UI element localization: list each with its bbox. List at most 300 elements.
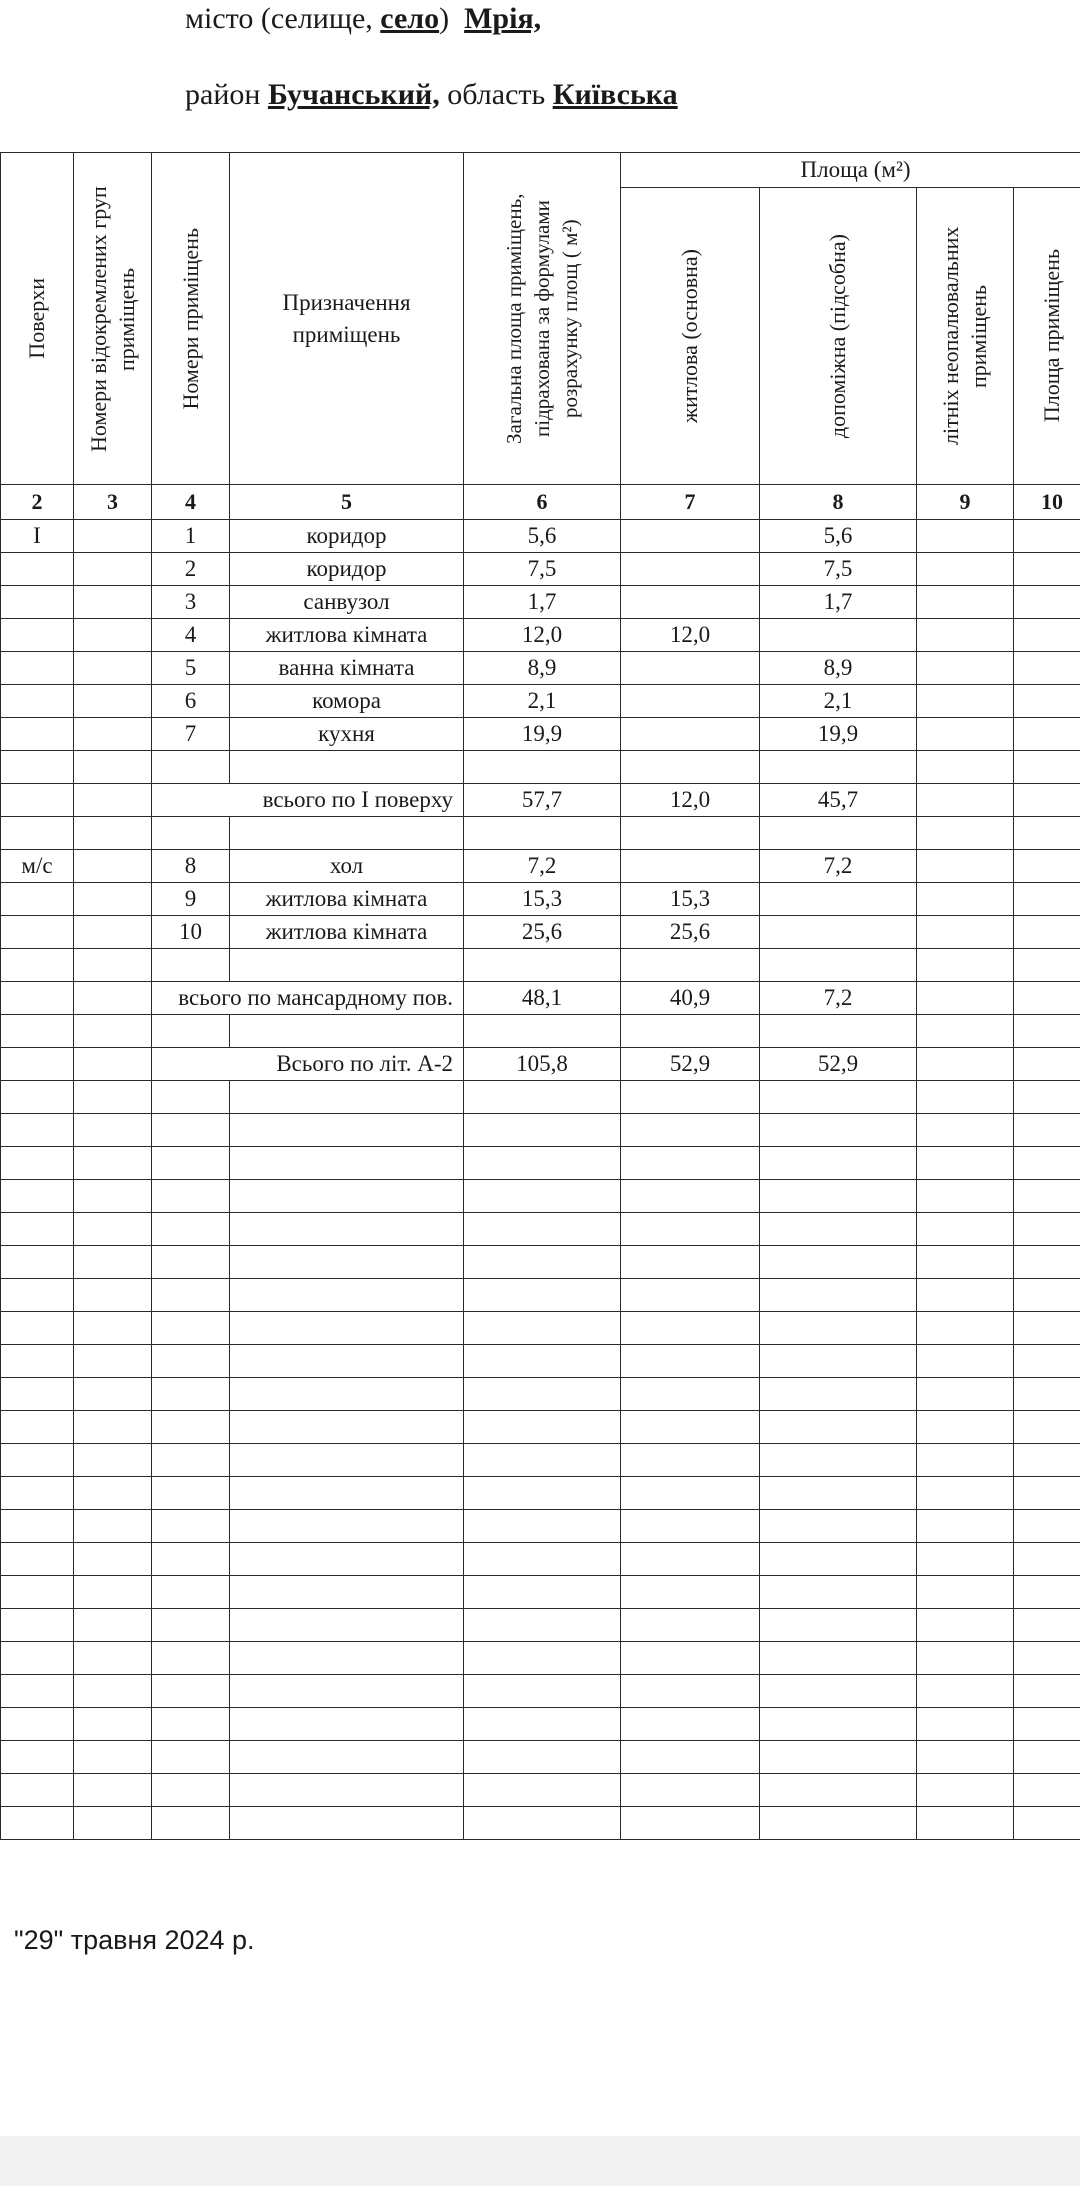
locality-close: ) <box>439 2 450 35</box>
empty-cell <box>74 1147 152 1180</box>
empty-cell <box>152 1246 230 1279</box>
empty-cell <box>152 1147 230 1180</box>
empty-cell <box>230 1246 464 1279</box>
empty-cell <box>230 1147 464 1180</box>
empty-cell <box>621 1378 760 1411</box>
empty-cell <box>152 1378 230 1411</box>
room-number-cell: 6 <box>152 685 230 718</box>
empty-cell <box>917 949 1014 982</box>
summer-area-cell <box>917 586 1014 619</box>
empty-cell <box>917 1642 1014 1675</box>
empty-row <box>1 1147 1080 1180</box>
aux-area-cell: 8,9 <box>760 652 917 685</box>
document-date: "29" травня 2024 р. <box>14 1925 255 1955</box>
floor-cell <box>1 1048 74 1081</box>
empty-cell <box>1014 1015 1080 1048</box>
group-cell <box>74 520 152 553</box>
premises-area-cell <box>1014 553 1080 586</box>
empty-cell <box>1014 1642 1080 1675</box>
group-cell <box>74 685 152 718</box>
empty-cell <box>464 1576 621 1609</box>
empty-cell <box>917 1477 1014 1510</box>
aux-area-cell: 45,7 <box>760 784 917 817</box>
total-area-cell: 5,6 <box>464 520 621 553</box>
purpose-cell: ванна кімната <box>230 652 464 685</box>
empty-cell <box>1014 1675 1080 1708</box>
empty-row <box>1 1708 1080 1741</box>
empty-cell <box>760 1609 917 1642</box>
empty-cell <box>760 1312 917 1345</box>
col-purpose-header: Призначення приміщень <box>230 153 464 485</box>
empty-cell <box>917 1147 1014 1180</box>
district-prefix: район <box>185 78 261 111</box>
total-area-cell: 1,7 <box>464 586 621 619</box>
total-area-cell: 12,0 <box>464 619 621 652</box>
empty-cell <box>1 1213 74 1246</box>
living-area-cell <box>621 850 760 883</box>
empty-cell <box>152 949 230 982</box>
empty-cell <box>760 1642 917 1675</box>
empty-cell <box>74 1675 152 1708</box>
empty-cell <box>464 1312 621 1345</box>
empty-cell <box>464 817 621 850</box>
room-number-cell: 4 <box>152 619 230 652</box>
col-num: 3 <box>74 485 152 520</box>
empty-cell <box>464 1444 621 1477</box>
empty-cell <box>1 1609 74 1642</box>
empty-cell <box>760 1114 917 1147</box>
empty-cell <box>152 1543 230 1576</box>
col-room-numbers-header: Номери приміщень <box>152 153 230 485</box>
summer-area-cell <box>917 883 1014 916</box>
aux-area-cell: 7,2 <box>760 850 917 883</box>
empty-cell <box>917 1378 1014 1411</box>
col-floors-header: Поверхи <box>1 153 74 485</box>
empty-cell <box>917 1312 1014 1345</box>
purpose-cell: житлова кімната <box>230 619 464 652</box>
premises-area-cell <box>1014 685 1080 718</box>
empty-cell <box>464 1708 621 1741</box>
empty-cell <box>760 1081 917 1114</box>
empty-cell <box>152 1642 230 1675</box>
premises-area-cell <box>1014 586 1080 619</box>
empty-cell <box>1014 1807 1080 1840</box>
empty-cell <box>230 1444 464 1477</box>
empty-cell <box>621 1741 760 1774</box>
empty-cell <box>152 1708 230 1741</box>
empty-cell <box>1014 1774 1080 1807</box>
empty-cell <box>74 1411 152 1444</box>
total-label-cell: всього по I поверху <box>152 784 464 817</box>
empty-cell <box>74 1510 152 1543</box>
col-num: 10 <box>1014 485 1080 520</box>
empty-cell <box>621 751 760 784</box>
premises-area-cell <box>1014 1048 1080 1081</box>
empty-cell <box>1 1576 74 1609</box>
empty-cell <box>464 1213 621 1246</box>
purpose-cell: кухня <box>230 718 464 751</box>
summer-area-cell <box>917 553 1014 586</box>
empty-row <box>1 1741 1080 1774</box>
floor-cell <box>1 619 74 652</box>
empty-cell <box>1 1147 74 1180</box>
aux-area-cell: 19,9 <box>760 718 917 751</box>
empty-cell <box>1 1543 74 1576</box>
empty-cell <box>760 949 917 982</box>
empty-cell <box>152 1213 230 1246</box>
empty-row <box>1 1411 1080 1444</box>
empty-cell <box>74 1576 152 1609</box>
empty-cell <box>1 1081 74 1114</box>
locality-prefix: місто (селище, <box>185 2 373 35</box>
empty-cell <box>621 1411 760 1444</box>
total-area-cell: 48,1 <box>464 982 621 1015</box>
empty-cell <box>917 751 1014 784</box>
empty-cell <box>230 949 464 982</box>
empty-cell <box>74 949 152 982</box>
empty-cell <box>74 1246 152 1279</box>
empty-cell <box>1014 1147 1080 1180</box>
empty-cell <box>464 1081 621 1114</box>
empty-cell <box>230 1312 464 1345</box>
empty-cell <box>152 1576 230 1609</box>
empty-cell <box>230 1411 464 1444</box>
empty-cell <box>74 1477 152 1510</box>
page-bottom-band <box>0 2136 1080 2186</box>
empty-row <box>1 751 1080 784</box>
empty-cell <box>917 1609 1014 1642</box>
empty-cell <box>1014 1180 1080 1213</box>
empty-cell <box>74 1081 152 1114</box>
empty-row <box>1 1345 1080 1378</box>
empty-cell <box>464 1543 621 1576</box>
empty-cell <box>917 1180 1014 1213</box>
empty-row <box>1 1807 1080 1840</box>
empty-cell <box>917 1081 1014 1114</box>
room-number-cell: 9 <box>152 883 230 916</box>
empty-cell <box>917 1675 1014 1708</box>
living-area-cell: 40,9 <box>621 982 760 1015</box>
empty-cell <box>230 1609 464 1642</box>
empty-cell <box>621 1180 760 1213</box>
empty-cell <box>1 1015 74 1048</box>
empty-cell <box>1014 817 1080 850</box>
header-row <box>1 153 1080 188</box>
region-name: Київська <box>552 78 678 111</box>
empty-cell <box>464 1015 621 1048</box>
purpose-cell: житлова кімната <box>230 916 464 949</box>
empty-cell <box>1014 1246 1080 1279</box>
empty-cell <box>1 949 74 982</box>
aux-area-cell: 7,2 <box>760 982 917 1015</box>
group-cell <box>74 916 152 949</box>
empty-row <box>1 1477 1080 1510</box>
room-number-cell: 10 <box>152 916 230 949</box>
empty-cell <box>621 1774 760 1807</box>
living-area-cell <box>621 652 760 685</box>
empty-cell <box>464 1180 621 1213</box>
empty-cell <box>464 1147 621 1180</box>
empty-cell <box>917 1213 1014 1246</box>
empty-cell <box>230 1543 464 1576</box>
empty-cell <box>1014 1378 1080 1411</box>
empty-cell <box>1 1180 74 1213</box>
empty-cell <box>1 1477 74 1510</box>
floor-cell <box>1 586 74 619</box>
empty-cell <box>760 1246 917 1279</box>
empty-cell <box>760 1015 917 1048</box>
empty-cell <box>74 1444 152 1477</box>
empty-cell <box>917 1015 1014 1048</box>
empty-cell <box>464 949 621 982</box>
empty-row <box>1 1609 1080 1642</box>
living-area-cell: 12,0 <box>621 619 760 652</box>
empty-cell <box>917 1543 1014 1576</box>
premises-area-cell <box>1014 916 1080 949</box>
empty-cell <box>152 1411 230 1444</box>
col-groups-header: Номери відокремлених груп приміщень <box>74 153 152 485</box>
empty-cell <box>917 1774 1014 1807</box>
empty-cell <box>464 1510 621 1543</box>
empty-cell <box>760 1411 917 1444</box>
empty-row <box>1 1576 1080 1609</box>
room-number-cell: 8 <box>152 850 230 883</box>
aux-area-cell <box>760 916 917 949</box>
empty-cell <box>464 1378 621 1411</box>
empty-cell <box>1014 1510 1080 1543</box>
group-cell <box>74 982 152 1015</box>
empty-cell <box>917 1246 1014 1279</box>
empty-cell <box>1014 1741 1080 1774</box>
empty-cell <box>1014 1576 1080 1609</box>
empty-cell <box>1014 1114 1080 1147</box>
empty-row <box>1 1015 1080 1048</box>
empty-cell <box>74 1279 152 1312</box>
empty-cell <box>230 1180 464 1213</box>
living-area-cell <box>621 586 760 619</box>
total-area-cell: 19,9 <box>464 718 621 751</box>
empty-row <box>1 1213 1080 1246</box>
aux-area-cell: 52,9 <box>760 1048 917 1081</box>
room-number-cell: 3 <box>152 586 230 619</box>
locality-name: Мрія, <box>464 2 542 35</box>
empty-cell <box>917 1411 1014 1444</box>
empty-cell <box>230 1807 464 1840</box>
empty-cell <box>74 1642 152 1675</box>
empty-cell <box>1014 1279 1080 1312</box>
empty-cell <box>760 1774 917 1807</box>
floor-cell <box>1 553 74 586</box>
living-area-cell: 52,9 <box>621 1048 760 1081</box>
empty-cell <box>621 1147 760 1180</box>
empty-cell <box>230 817 464 850</box>
total-area-cell: 57,7 <box>464 784 621 817</box>
col-aux-header: допоміжна (підсобна) <box>760 188 917 485</box>
empty-cell <box>1014 1312 1080 1345</box>
total-area-cell: 8,9 <box>464 652 621 685</box>
empty-cell <box>74 1015 152 1048</box>
floor-cell: м/с <box>1 850 74 883</box>
empty-cell <box>152 1741 230 1774</box>
empty-cell <box>760 1708 917 1741</box>
empty-cell <box>464 1741 621 1774</box>
col-num: 8 <box>760 485 917 520</box>
empty-cell <box>152 1675 230 1708</box>
total-area-cell: 7,2 <box>464 850 621 883</box>
purpose-cell: санвузол <box>230 586 464 619</box>
living-area-cell <box>621 520 760 553</box>
group-cell <box>74 1048 152 1081</box>
empty-cell <box>1014 1543 1080 1576</box>
group-cell <box>74 850 152 883</box>
empty-row <box>1 1510 1080 1543</box>
premises-area-cell <box>1014 850 1080 883</box>
empty-cell <box>621 1609 760 1642</box>
empty-row <box>1 1774 1080 1807</box>
header-district <box>185 78 678 112</box>
locality-village-word: село <box>380 2 440 35</box>
empty-cell <box>621 1081 760 1114</box>
col-num: 5 <box>230 485 464 520</box>
empty-cell <box>917 1576 1014 1609</box>
summer-area-cell <box>917 685 1014 718</box>
empty-cell <box>464 1477 621 1510</box>
empty-cell <box>621 1213 760 1246</box>
group-cell <box>74 784 152 817</box>
empty-cell <box>464 1114 621 1147</box>
floor-cell <box>1 982 74 1015</box>
empty-cell <box>1 1642 74 1675</box>
aux-area-cell: 7,5 <box>760 553 917 586</box>
living-area-cell: 12,0 <box>621 784 760 817</box>
empty-cell <box>1 1114 74 1147</box>
empty-cell <box>230 751 464 784</box>
empty-cell <box>230 1378 464 1411</box>
empty-cell <box>917 1345 1014 1378</box>
col-total-area-header: Загальна площа приміщень, підрахована за формулами розрахунку площ ( м²) <box>464 153 621 485</box>
empty-cell <box>1 1510 74 1543</box>
empty-cell <box>152 1609 230 1642</box>
group-cell <box>74 652 152 685</box>
empty-cell <box>1014 1477 1080 1510</box>
empty-cell <box>74 1708 152 1741</box>
empty-cell <box>74 1378 152 1411</box>
empty-cell <box>1014 1081 1080 1114</box>
empty-cell <box>760 1675 917 1708</box>
aux-area-cell: 5,6 <box>760 520 917 553</box>
empty-cell <box>621 1279 760 1312</box>
col-num: 9 <box>917 485 1014 520</box>
living-area-cell: 25,6 <box>621 916 760 949</box>
premises-area-cell <box>1014 619 1080 652</box>
group-cell <box>74 718 152 751</box>
empty-cell <box>74 817 152 850</box>
table-row <box>1 850 1080 883</box>
empty-cell <box>464 1246 621 1279</box>
empty-cell <box>74 1180 152 1213</box>
empty-cell <box>152 1114 230 1147</box>
district-name: Бучанський, <box>267 78 440 111</box>
empty-cell <box>760 817 917 850</box>
empty-row <box>1 1543 1080 1576</box>
empty-cell <box>1014 1609 1080 1642</box>
empty-cell <box>760 1279 917 1312</box>
empty-cell <box>230 1774 464 1807</box>
empty-cell <box>152 1081 230 1114</box>
empty-cell <box>1 1774 74 1807</box>
summer-area-cell <box>917 718 1014 751</box>
empty-cell <box>230 1279 464 1312</box>
empty-cell <box>621 1015 760 1048</box>
empty-cell <box>464 1345 621 1378</box>
empty-cell <box>1 1444 74 1477</box>
empty-cell <box>917 1807 1014 1840</box>
living-area-cell <box>621 553 760 586</box>
empty-cell <box>1 1411 74 1444</box>
empty-cell <box>74 1114 152 1147</box>
column-numbers-row <box>1 485 1080 520</box>
floor-cell <box>1 784 74 817</box>
empty-cell <box>1 817 74 850</box>
premises-table <box>0 152 1080 1840</box>
area-group-header: Площа (м²) <box>621 153 1080 188</box>
empty-row <box>1 1180 1080 1213</box>
total-area-cell: 25,6 <box>464 916 621 949</box>
empty-cell <box>152 1180 230 1213</box>
premises-area-cell <box>1014 718 1080 751</box>
summer-area-cell <box>917 619 1014 652</box>
empty-cell <box>464 1279 621 1312</box>
empty-cell <box>1014 1708 1080 1741</box>
table-row <box>1 586 1080 619</box>
room-number-cell: 2 <box>152 553 230 586</box>
empty-cell <box>464 751 621 784</box>
col-summer-header: літніх неопалювальних приміщень <box>917 188 1014 485</box>
empty-cell <box>152 1444 230 1477</box>
table-row <box>1 553 1080 586</box>
aux-area-cell <box>760 883 917 916</box>
empty-cell <box>1 1807 74 1840</box>
empty-cell <box>74 1609 152 1642</box>
empty-row <box>1 1312 1080 1345</box>
purpose-cell: житлова кімната <box>230 883 464 916</box>
empty-cell <box>621 1576 760 1609</box>
room-number-cell: 7 <box>152 718 230 751</box>
group-cell <box>74 586 152 619</box>
empty-cell <box>760 1510 917 1543</box>
aux-area-cell <box>760 619 917 652</box>
empty-row <box>1 1378 1080 1411</box>
empty-cell <box>74 1213 152 1246</box>
empty-cell <box>760 1444 917 1477</box>
empty-cell <box>1 1345 74 1378</box>
total-row <box>1 982 1080 1015</box>
empty-cell <box>74 1345 152 1378</box>
total-area-cell: 105,8 <box>464 1048 621 1081</box>
empty-cell <box>621 817 760 850</box>
group-cell <box>74 619 152 652</box>
empty-cell <box>621 1114 760 1147</box>
empty-cell <box>1 1246 74 1279</box>
empty-cell <box>760 1345 917 1378</box>
empty-cell <box>152 751 230 784</box>
empty-row <box>1 1114 1080 1147</box>
summer-area-cell <box>917 1048 1014 1081</box>
empty-cell <box>230 1114 464 1147</box>
empty-cell <box>917 1114 1014 1147</box>
empty-row <box>1 1246 1080 1279</box>
premises-area-cell <box>1014 652 1080 685</box>
